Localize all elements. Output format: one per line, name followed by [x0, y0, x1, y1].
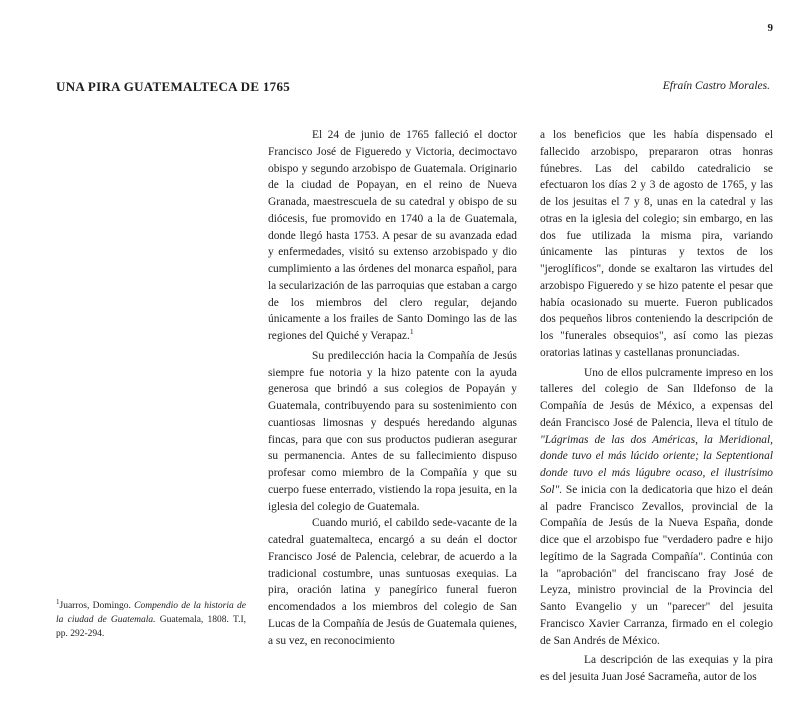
footnote-author: Juarros, Domingo.	[59, 601, 131, 611]
paragraph: La descripción de las exequias y la pira es del jesuita Juan José Sacrameña, autor de los	[540, 654, 773, 683]
paragraph	[540, 365, 773, 650]
page-number: 9	[767, 22, 773, 34]
paragraph: Cuando murió, el cabildo sede-vacante de la catedral guatemalteca, encargó a su deán el doctor Francisco José de Palencia, celebrar, de acuerdo a la tradicional costumbre, unas suntuosas exequias. La pira, oración latina y panegírico funeral fueron encomendados a los miembros del colegio de San Lucas de la Compañía de Jesús de Guatemala quienes, a su vez, en reconocimiento	[268, 517, 517, 647]
paragraph-text: Se inicia con la dedicatoria que hizo el deán al padre Francisco Zevallos, provincial de la Compañía de Jesús de la Nueva España, donde dice que el arzobispo fue "verdadero padre e hijo legítimo de la Sagrada Compañía". Continúa con la "aprobación" del franciscano fray José de Leyza, ministro provincial de la Provincia del Santo Evangelio y un "parecer" del jesuita Francisco Xavier Carranza, firmado en el colegio de San Andrés de México.	[540, 483, 773, 647]
paragraph-text: Uno de ellos pulcramente impreso en los talleres del colegio de San Ildefonso de la Compañía de Jesús de México, a expensas del deán Francisco José de Palencia, lleva el título de	[540, 366, 773, 429]
book-title: "Lágrimas de las dos Américas, la Meridional, donde tuvo el más lúcido oriente; la Septentional donde tuvo el más lúgubre ocaso, el ilustrísimo Sol".	[540, 433, 773, 496]
footnote	[56, 599, 246, 641]
footnote-mark: 1	[56, 597, 60, 606]
paragraph: Su predilección hacia la Compañía de Jesús siempre fue notoria y la hizo patente con la ayuda generosa que brindó a sus colegios de Popayán y Guatemala, contribuyendo para su sostenimiento con cuantiosas limosnas y después heredando algunas fincas, para que con sus productos pudieran asegurar su permanencia. Antes de su fallecimiento dispuso profesar como miembro de la Compañía y que su cuerpo fuese enterrado, vistiendo la ropa jesuita, en la iglesia del colegio de Guatemala.	[268, 349, 517, 513]
article-title: UNA PIRA GUATEMALTECA DE 1765	[56, 79, 291, 94]
paragraph	[268, 127, 517, 345]
article-author: Efraín Castro Morales.	[662, 80, 770, 92]
footnote-reference: 1	[409, 327, 414, 337]
left-column	[268, 127, 517, 649]
footnote-title: Compendio de la historia de la ciudad de Guatemala.	[56, 601, 247, 625]
right-column	[540, 127, 773, 686]
paragraph: a los beneficios que les había dispensado el fallecido arzobispo, prepararon otras honras fúnebres. Las del cabildo catedralicio se efectuaron los días 2 y 3 de agosto de 1765, y las de los jesuitas el 7 y 8, unas en la catedral y las otras en la iglesia del colegio; sin embargo, en las dos fue utilizada la misma pira, variando únicamente las pinturas y textos de los "jeroglíficos", donde se exaltaron las virtudes del arzobispo Figueredo y se hizo patente el pesar que había ocasionado su muerte. Fueron publicados dos pequeños libros conteniendo la descripción de los "funerales obsequios", así como las piezas oratorias latinas y castellanas pronunciadas.	[540, 129, 773, 359]
footnote-details: Guatemala, 1808. T.I, pp. 292-294.	[56, 615, 246, 639]
paragraph-text: El 24 de junio de 1765 falleció el doctor Francisco José de Figueredo y Victoria, decimoctavo obispo y segundo arzobispo de Guatemala. Originario de la ciudad de Popayan, en el reino de Nueva Granada, maestrescuela de su catedral y obispo de su diócesis, fue promovido en 1740 a la de Guatemala, donde llegó hasta 1753. A pesar de su avanzada edad y enfermedades, visitó su extenso arzobispado y dio cumplimiento a las órdenes del monarca español, para la secularización de las parroquias que estaban a cargo de los miembros del clero regular, dejando únicamente a los frailes de Santo Domingo las de las regiones del Quiché y Verapaz.	[268, 129, 517, 342]
